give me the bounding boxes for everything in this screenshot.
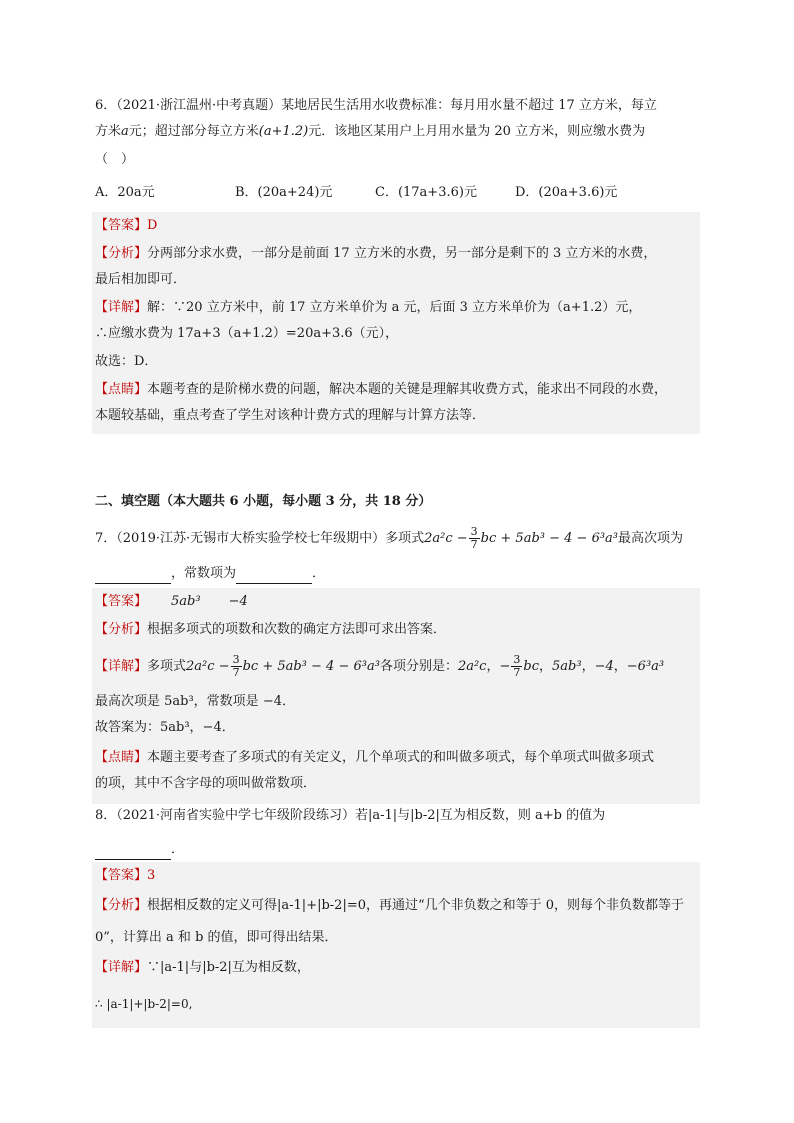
q6-option-b: B．(20a+24)元 [235,185,333,200]
q6-detail-choice: 故选：D． [95,354,158,369]
q6-detail-cont: ∴应缴水费为 17a+3（a+1.2）=20a+3.6（元）， [95,326,399,341]
q6-stem-text: 元；超过部分每立方米 [128,124,259,139]
answer-tag: 【答案】 [95,218,148,233]
q6-comment-text: 本题考查的是阶梯水费的问题，解决本题的关键是理解其收费方式，能求出不同段的水费， [147,382,668,397]
q8-answer [95,866,155,886]
q6-var-a: a [121,124,129,139]
q7-blank-2[interactable] [236,569,312,584]
q6-expr: (a+1.2) [258,124,309,139]
q7-detail: 【详解】多项式2a²c − $\frac{3}{7}$ bc + 5ab³ − 4 − 6³a³各项分别是：2a²c，− $\frac{3}{7}$ bc，5ab³，−4，−6³a³ [95,653,665,679]
q6-analysis-cont: 最后相加即可． [95,272,187,287]
q6-blank-paren: （ ） [95,152,135,167]
q6-stem-line-2 [95,122,645,142]
q7-term: 5ab³ [552,659,582,674]
q7-answer [95,592,248,612]
q8-detail-text: ∵|a-1|与|b-2|互为相反数， [147,960,310,975]
comment-tag: 【点睛】 [95,382,148,397]
q6-comment-cont: 本题较基础，重点考查了学生对该种计费方式的理解与计算方法等． [95,408,486,423]
q6-answer-value: D [147,218,158,233]
q6-detail-text: 解：∵20 立方米中，前 17 立方米单价为 a 元，后面 3 立方米单价为（a+1.2）元， [147,300,642,315]
q8-answer-value: 3 [147,868,156,883]
q8-detail-cont: ∴ |a-1|+|b-2|=0, [95,997,193,1011]
q7-detail-cont: 最高次项是 5ab³，常数项是 −4． [95,694,295,709]
q7-stem-text: 7．（2019·江苏·无锡市大桥实验学校七年级期中）多项式 [95,531,425,546]
analysis-tag: 【分析】 [95,622,148,637]
q7-term: 2a²c [457,659,487,674]
q6-options [95,183,617,203]
detail-tag: 【详解】 [95,300,148,315]
q7-stem-line-1 [95,526,683,551]
q7-poly-part: bc + 5ab³ − 4 − 6³a³ [480,531,619,546]
q6-stem-text: 方米 [95,124,122,139]
q7-answer-2: −4 [228,594,248,609]
q6-answer [95,216,157,236]
q8-analysis-cont: 0”，计算出 a 和 b 的值，即可得出结果． [95,930,338,945]
answer-tag: 【答案】 [95,594,148,609]
q7-analysis-text: 根据多项式的项数和次数的确定方法即可求出答案． [147,622,447,637]
q6-option-a: A．20a元 [95,185,155,200]
q7-comment-text: 本题主要考查了多项式的有关定义，几个单项式的和叫做多项式，每个单项式叫做多项式 [147,750,655,765]
q7-comment-cont: 的项，其中不含字母的项叫做常数项． [95,776,317,791]
q7-answer-1: 5ab³ [171,594,201,609]
q7-analysis [95,620,446,640]
q7-detail-text: 多项式 [147,659,187,674]
q7-blank-1[interactable] [95,569,171,584]
detail-tag: 【详解】 [95,659,148,674]
q7-detail-text: 各项分别是： [379,659,458,674]
q6-analysis-text: 分两部分求水费，一部分是前面 17 立方米的水费，另一部分是剩下的 3 立方米的水费， [147,246,657,261]
q7-poly-part: 2a²c − [424,531,468,546]
q6-comment [95,380,667,400]
q6-detail [95,298,641,318]
q7-stem-text: ，常数项为 [171,566,237,581]
q8-stem-text: ． [171,842,185,857]
comment-tag: 【点睛】 [95,750,148,765]
q7-term: bc [523,659,539,674]
q7-detail-final: 故答案为：5ab³，−4． [95,720,235,735]
q7-stem-text: ． [312,566,326,581]
q7-term: −4 [594,659,614,674]
analysis-tag: 【分析】 [95,898,148,913]
q7-poly-part: 2a²c − [186,659,230,674]
q7-fraction: $\frac{3}{7}$ [232,653,240,679]
q8-stem-line-1: 8．（2021·河南省实验中学七年级阶段练习）若|a-1|与|b-2|互为相反数，则 a+b 的值为 [95,808,606,823]
q8-analysis-text: 根据相反数的定义可得|a-1|+|b-2|=0，再通过“几个非负数之和等于 0，则每个非负数都等于 [147,898,685,913]
section-heading: 二、填空题（本大题共 6 小题，每小题 3 分，共 18 分） [95,494,432,509]
q6-option-d: D．(20a+3.6)元 [515,185,618,200]
q7-comment [95,748,654,768]
q8-blank[interactable] [95,845,171,860]
answer-tag: 【答案】 [95,868,148,883]
q8-analysis [95,896,684,916]
q6-option-c: C．(17a+3.6)元 [375,185,477,200]
q7-fraction: $\frac{3}{7}$ [470,525,478,551]
q7-poly-part: bc + 5ab³ − 4 − 6³a³ [242,659,380,674]
detail-tag: 【详解】 [95,960,148,975]
q7-stem-text: 最高次项为 [618,531,684,546]
q6-stem-text: 元．该地区某用户上月用水量为 20 立方米，则应缴水费为 [308,124,646,139]
q7-fraction: $\frac{3}{7}$ [513,653,521,679]
q7-term: − [499,659,511,674]
q7-stem-line-2 [95,564,325,584]
q8-detail [95,958,310,978]
analysis-tag: 【分析】 [95,246,148,261]
q8-stem-line-2 [95,840,184,860]
q6-stem-line-1: 6．（2021·浙江温州·中考真题）某地居民生活用水收费标准：每月用水量不超过 17 立方米，每立 [95,98,657,113]
q7-term: −6³a³ [626,659,665,674]
q6-analysis [95,244,656,264]
